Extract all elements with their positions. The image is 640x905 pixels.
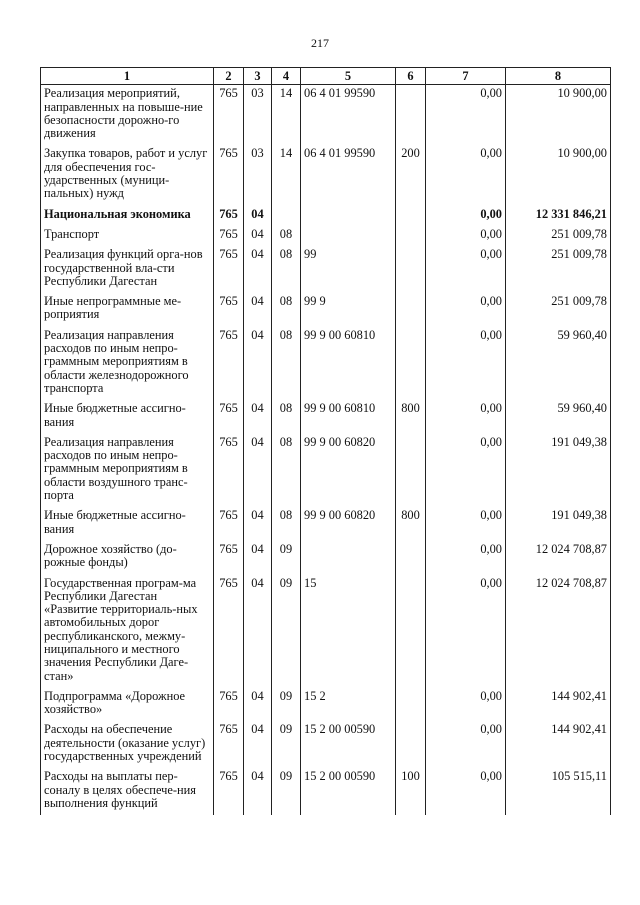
column-header: 8 bbox=[506, 68, 611, 85]
row-name-cell: Государственная програм-ма Республики Дагестан «Развитие территориаль-ных автомобильных дорог республиканского, межму-ниципального и местного значения Республики Даге-стан» bbox=[41, 575, 214, 688]
row-target-article-cell bbox=[301, 206, 396, 226]
row-target-article-cell: 06 4 01 99590 bbox=[301, 85, 396, 146]
row-expense-type-cell bbox=[396, 688, 426, 722]
budget-table bbox=[40, 67, 611, 815]
row-total-cell: 251 009,78 bbox=[506, 246, 611, 293]
row-target-article-cell: 15 bbox=[301, 575, 396, 688]
row-total-cell: 10 900,00 bbox=[506, 85, 611, 146]
row-amount-cell: 0,00 bbox=[426, 246, 506, 293]
row-total-cell: 105 515,11 bbox=[506, 768, 611, 815]
column-header: 6 bbox=[396, 68, 426, 85]
table-row bbox=[41, 206, 611, 226]
row-subsection-cell: 09 bbox=[272, 688, 301, 722]
row-subsection-cell: 09 bbox=[272, 721, 301, 768]
row-section-cell: 04 bbox=[244, 246, 272, 293]
row-total-cell: 59 960,40 bbox=[506, 400, 611, 434]
row-target-article-cell: 99 9 00 60810 bbox=[301, 400, 396, 434]
row-section-cell: 04 bbox=[244, 434, 272, 507]
row-section-cell: 04 bbox=[244, 206, 272, 226]
row-target-article-cell: 15 2 00 00590 bbox=[301, 721, 396, 768]
row-section-cell: 04 bbox=[244, 768, 272, 815]
row-section-cell: 03 bbox=[244, 145, 272, 205]
row-total-cell: 12 024 708,87 bbox=[506, 575, 611, 688]
column-header: 3 bbox=[244, 68, 272, 85]
row-total-cell: 191 049,38 bbox=[506, 434, 611, 507]
table-row bbox=[41, 85, 611, 146]
row-amount-cell: 0,00 bbox=[426, 226, 506, 246]
row-subsection-cell: 08 bbox=[272, 507, 301, 541]
table-row bbox=[41, 293, 611, 327]
row-amount-cell: 0,00 bbox=[426, 507, 506, 541]
row-name-cell: Транспорт bbox=[41, 226, 214, 246]
table-row bbox=[41, 688, 611, 722]
row-amount-cell: 0,00 bbox=[426, 327, 506, 400]
table-row bbox=[41, 327, 611, 400]
row-expense-type-cell bbox=[396, 721, 426, 768]
row-expense-type-cell: 800 bbox=[396, 400, 426, 434]
table-row bbox=[41, 721, 611, 768]
table-header-row bbox=[41, 68, 611, 85]
row-target-article-cell bbox=[301, 226, 396, 246]
row-subsection-cell: 09 bbox=[272, 541, 301, 575]
row-amount-cell: 0,00 bbox=[426, 434, 506, 507]
row-total-cell: 144 902,41 bbox=[506, 721, 611, 768]
row-section-cell: 04 bbox=[244, 507, 272, 541]
row-code-cell: 765 bbox=[214, 688, 244, 722]
row-section-cell: 04 bbox=[244, 400, 272, 434]
table-row bbox=[41, 507, 611, 541]
row-subsection-cell bbox=[272, 206, 301, 226]
row-total-cell: 144 902,41 bbox=[506, 688, 611, 722]
row-section-cell: 04 bbox=[244, 688, 272, 722]
row-code-cell: 765 bbox=[214, 721, 244, 768]
row-expense-type-cell: 200 bbox=[396, 145, 426, 205]
row-section-cell: 04 bbox=[244, 575, 272, 688]
table-body bbox=[41, 85, 611, 815]
row-target-article-cell: 99 9 00 60810 bbox=[301, 327, 396, 400]
row-amount-cell: 0,00 bbox=[426, 293, 506, 327]
row-amount-cell: 0,00 bbox=[426, 206, 506, 226]
row-name-cell: Подпрограмма «Дорожное хозяйство» bbox=[41, 688, 214, 722]
row-section-cell: 04 bbox=[244, 541, 272, 575]
table-row bbox=[41, 145, 611, 205]
row-name-cell: Реализация мероприятий, направленных на повыше-ние безопасности дорожно-го движения bbox=[41, 85, 214, 146]
row-subsection-cell: 08 bbox=[272, 293, 301, 327]
row-expense-type-cell bbox=[396, 293, 426, 327]
row-target-article-cell: 15 2 00 00590 bbox=[301, 768, 396, 815]
row-code-cell: 765 bbox=[214, 575, 244, 688]
row-name-cell: Иные бюджетные ассигно-вания bbox=[41, 507, 214, 541]
row-target-article-cell: 06 4 01 99590 bbox=[301, 145, 396, 205]
row-code-cell: 765 bbox=[214, 400, 244, 434]
row-total-cell: 10 900,00 bbox=[506, 145, 611, 205]
row-amount-cell: 0,00 bbox=[426, 85, 506, 146]
row-target-article-cell: 99 bbox=[301, 246, 396, 293]
row-target-article-cell: 99 9 bbox=[301, 293, 396, 327]
row-section-cell: 04 bbox=[244, 293, 272, 327]
row-subsection-cell: 08 bbox=[272, 400, 301, 434]
row-target-article-cell: 99 9 00 60820 bbox=[301, 507, 396, 541]
column-header: 1 bbox=[41, 68, 214, 85]
row-name-cell: Реализация функций орга-нов государственной вла-сти Республики Дагестан bbox=[41, 246, 214, 293]
row-expense-type-cell bbox=[396, 327, 426, 400]
row-amount-cell: 0,00 bbox=[426, 688, 506, 722]
row-code-cell: 765 bbox=[214, 246, 244, 293]
row-target-article-cell bbox=[301, 541, 396, 575]
column-header: 5 bbox=[301, 68, 396, 85]
row-expense-type-cell bbox=[396, 85, 426, 146]
row-name-cell: Дорожное хозяйство (до-рожные фонды) bbox=[41, 541, 214, 575]
table-row bbox=[41, 246, 611, 293]
row-code-cell: 765 bbox=[214, 145, 244, 205]
row-section-cell: 04 bbox=[244, 327, 272, 400]
row-amount-cell: 0,00 bbox=[426, 721, 506, 768]
table-row bbox=[41, 434, 611, 507]
row-subsection-cell: 08 bbox=[272, 226, 301, 246]
row-subsection-cell: 08 bbox=[272, 246, 301, 293]
row-code-cell: 765 bbox=[214, 85, 244, 146]
column-header: 7 bbox=[426, 68, 506, 85]
table-row bbox=[41, 226, 611, 246]
row-amount-cell: 0,00 bbox=[426, 541, 506, 575]
row-target-article-cell: 15 2 bbox=[301, 688, 396, 722]
row-code-cell: 765 bbox=[214, 226, 244, 246]
row-expense-type-cell bbox=[396, 206, 426, 226]
row-expense-type-cell bbox=[396, 541, 426, 575]
row-section-cell: 03 bbox=[244, 85, 272, 146]
row-code-cell: 765 bbox=[214, 206, 244, 226]
row-expense-type-cell bbox=[396, 575, 426, 688]
row-code-cell: 765 bbox=[214, 507, 244, 541]
row-subsection-cell: 08 bbox=[272, 327, 301, 400]
row-total-cell: 12 024 708,87 bbox=[506, 541, 611, 575]
table-row bbox=[41, 400, 611, 434]
row-expense-type-cell bbox=[396, 226, 426, 246]
table-row bbox=[41, 575, 611, 688]
row-total-cell: 59 960,40 bbox=[506, 327, 611, 400]
row-target-article-cell: 99 9 00 60820 bbox=[301, 434, 396, 507]
row-amount-cell: 0,00 bbox=[426, 575, 506, 688]
row-code-cell: 765 bbox=[214, 327, 244, 400]
row-name-cell: Иные непрограммные ме-роприятия bbox=[41, 293, 214, 327]
row-subsection-cell: 08 bbox=[272, 434, 301, 507]
row-subsection-cell: 09 bbox=[272, 768, 301, 815]
row-expense-type-cell bbox=[396, 246, 426, 293]
row-section-cell: 04 bbox=[244, 226, 272, 246]
column-header: 2 bbox=[214, 68, 244, 85]
row-code-cell: 765 bbox=[214, 434, 244, 507]
row-name-cell: Иные бюджетные ассигно-вания bbox=[41, 400, 214, 434]
row-name-cell: Расходы на выплаты пер-соналу в целях обеспече-ния выполнения функций bbox=[41, 768, 214, 815]
row-total-cell: 12 331 846,21 bbox=[506, 206, 611, 226]
row-section-cell: 04 bbox=[244, 721, 272, 768]
row-total-cell: 191 049,38 bbox=[506, 507, 611, 541]
row-name-cell: Национальная экономика bbox=[41, 206, 214, 226]
row-subsection-cell: 14 bbox=[272, 85, 301, 146]
row-amount-cell: 0,00 bbox=[426, 145, 506, 205]
row-name-cell: Реализация направления расходов по иным непро-граммным мероприятиям в области воздушного транс-порта bbox=[41, 434, 214, 507]
table-row bbox=[41, 768, 611, 815]
page-number: 217 bbox=[311, 36, 329, 50]
row-expense-type-cell bbox=[396, 434, 426, 507]
row-code-cell: 765 bbox=[214, 768, 244, 815]
row-name-cell: Реализация направления расходов по иным непро-граммным мероприятиям в области железнодорожного транспорта bbox=[41, 327, 214, 400]
row-expense-type-cell: 800 bbox=[396, 507, 426, 541]
row-amount-cell: 0,00 bbox=[426, 768, 506, 815]
row-name-cell: Закупка товаров, работ и услуг для обеспечения гос-ударственных (муници-пальных) нужд bbox=[41, 145, 214, 205]
row-subsection-cell: 09 bbox=[272, 575, 301, 688]
row-code-cell: 765 bbox=[214, 541, 244, 575]
row-total-cell: 251 009,78 bbox=[506, 226, 611, 246]
row-name-cell: Расходы на обеспечение деятельности (оказание услуг) государственных учреждений bbox=[41, 721, 214, 768]
row-subsection-cell: 14 bbox=[272, 145, 301, 205]
row-amount-cell: 0,00 bbox=[426, 400, 506, 434]
table-row bbox=[41, 541, 611, 575]
column-header: 4 bbox=[272, 68, 301, 85]
row-code-cell: 765 bbox=[214, 293, 244, 327]
row-expense-type-cell: 100 bbox=[396, 768, 426, 815]
row-total-cell: 251 009,78 bbox=[506, 293, 611, 327]
